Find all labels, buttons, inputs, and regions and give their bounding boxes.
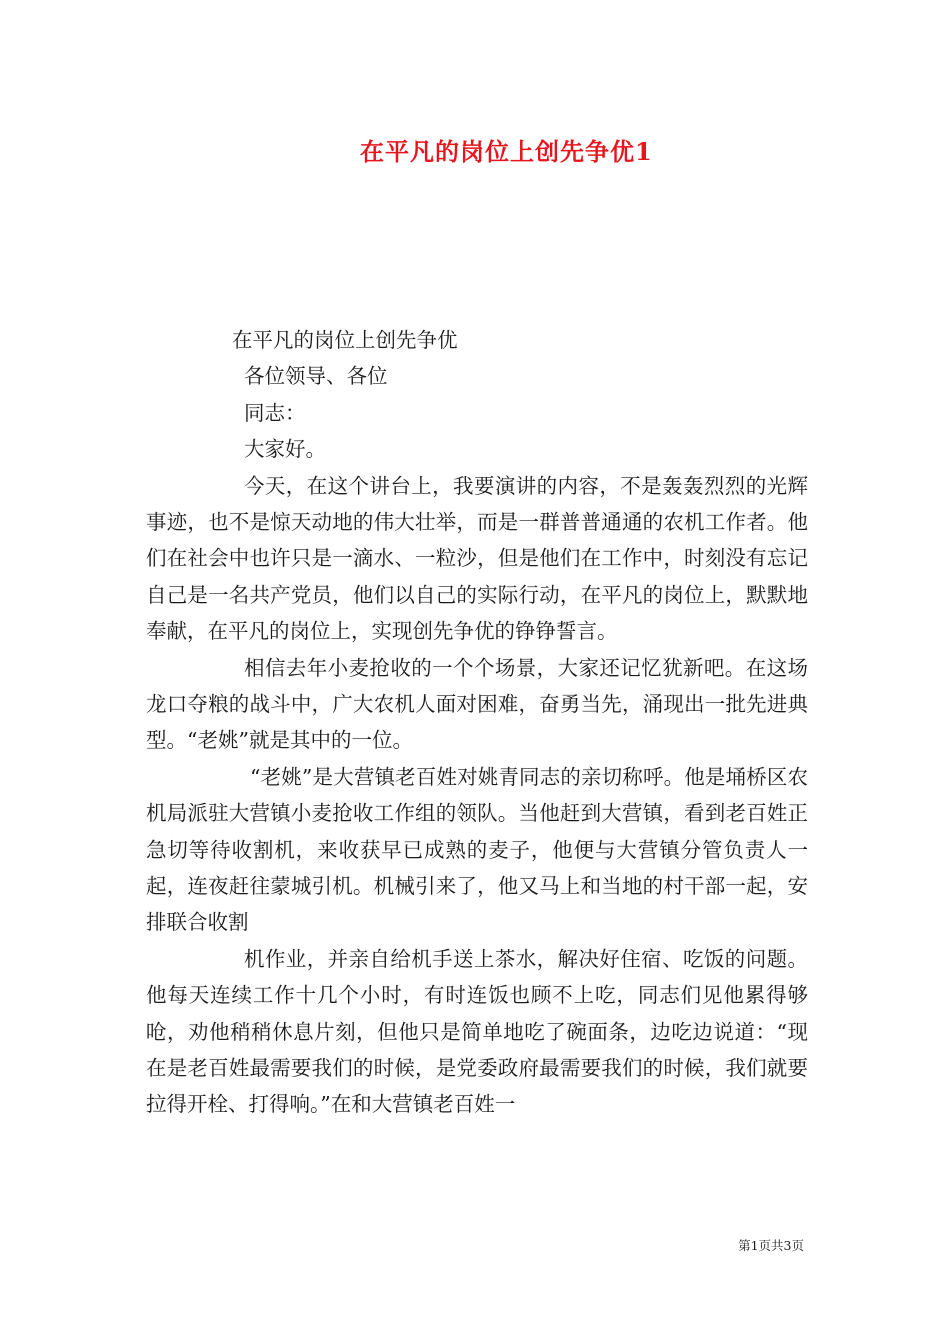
paragraph-3: “老姚”是大营镇老百姓对姚青同志的亲切称呼。他是埇桥区农机局派驻大营镇小麦抢收工作组的领队。当他赶到大营镇，看到老百姓正急切等待收割机，来收获早已成熟的麦子，他便与大营镇分管负责人一起，连夜赶往蒙城引机。机械引来了，他又马上和当地的村干部一起，安排联合收割 [146,764,808,935]
paragraph-list [146,468,808,1123]
paragraph-4: 机作业，并亲自给机手送上茶水，解决好住宿、吃饭的问题。他每天连续工作十几个小时，有时连饭也顾不上吃，同志们见他累得够呛，劝他稍稍休息片刻，但他只是简单地吃了碗面条，边吃边说道：“现在是老百姓最需要我们的时候，是党委政府最需要我们的时候，我们就要拉得开栓、打得响。”在和大营镇老百姓一 [146,946,808,1117]
greeting-line: 大家好。 [244,437,326,462]
page-number: 第1页共3页 [738,1238,804,1253]
document-title: 在平凡的岗位上创先争优1 [360,137,653,166]
paragraph-1: 今天，在这个讲台上，我要演讲的内容，不是轰轰烈烈的光辉事迹，也不是惊天动地的伟大壮举，而是一群普普通通的农机工作者。他们在社会中也许只是一滴水、一粒沙，但是他们在工作中，时刻没有忘记自己是一名共产党员，他们以自己的实际行动，在平凡的岗位上，默默地奉献，在平凡的岗位上，实现创先争优的铮铮誓言。 [146,473,808,644]
salutation-line-1: 各位领导、各位 [244,364,388,389]
document-body [146,322,808,1123]
paragraph-2: 相信去年小麦抢收的一个个场景，大家还记忆犹新吧。在这场龙口夺粮的战斗中，广大农机人面对困难，奋勇当先，涌现出一批先进典型。“老姚”就是其中的一位。 [146,655,808,753]
speech-heading: 在平凡的岗位上创先争优 [232,328,458,352]
salutation-line-2: 同志： [244,400,306,425]
